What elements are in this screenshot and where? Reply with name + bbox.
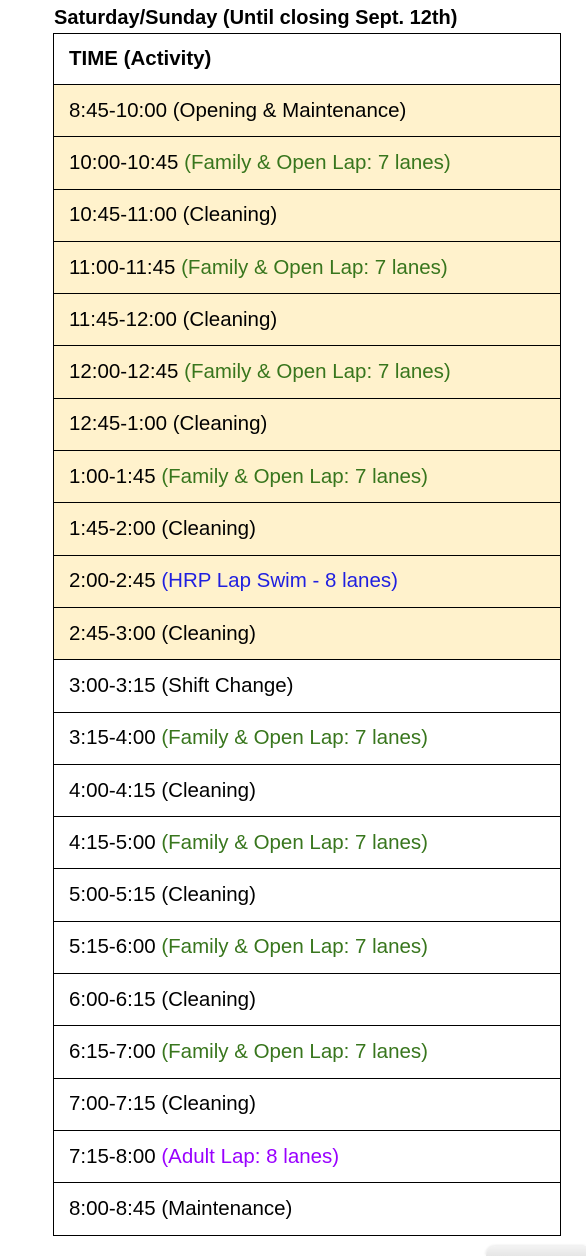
time-range: 3:15-4:00 bbox=[69, 726, 156, 750]
page-title: Saturday/Sunday (Until closing Sept. 12th) bbox=[54, 7, 458, 29]
activity-label: (Cleaning) bbox=[182, 307, 278, 331]
time-range: 2:00-2:45 bbox=[69, 569, 156, 593]
activity-label: (Family & Open Lap: 7 lanes) bbox=[161, 830, 428, 854]
time-range: 5:00-5:15 bbox=[69, 883, 156, 907]
schedule-table-body bbox=[54, 34, 561, 1236]
table-row bbox=[54, 85, 561, 137]
activity-label: (HRP Lap Swim - 8 lanes) bbox=[161, 569, 398, 593]
activity-label: (Family & Open Lap: 7 lanes) bbox=[161, 935, 428, 959]
table-row bbox=[54, 346, 561, 398]
schedule-cell bbox=[54, 660, 561, 712]
schedule-cell bbox=[54, 85, 561, 137]
time-range: 6:00-6:15 bbox=[69, 987, 156, 1011]
time-range: 2:45-3:00 bbox=[69, 621, 156, 645]
schedule-cell bbox=[54, 346, 561, 398]
activity-label: (Adult Lap: 8 lanes) bbox=[161, 1144, 340, 1168]
table-row bbox=[54, 1183, 561, 1235]
activity-label: (Family & Open Lap: 7 lanes) bbox=[161, 1039, 428, 1063]
table-row bbox=[54, 921, 561, 973]
table-row bbox=[54, 712, 561, 764]
table-row bbox=[54, 1130, 561, 1182]
activity-label: (Cleaning) bbox=[172, 412, 268, 436]
table-row bbox=[54, 241, 561, 293]
schedule-cell bbox=[54, 764, 561, 816]
table-row bbox=[54, 451, 561, 503]
activity-label: (Cleaning) bbox=[182, 203, 278, 227]
table-row bbox=[54, 137, 561, 189]
schedule-cell bbox=[54, 503, 561, 555]
table-row bbox=[54, 974, 561, 1026]
time-range: 11:00-11:45 bbox=[69, 255, 176, 279]
schedule-cell bbox=[54, 137, 561, 189]
time-range: 3:00-3:15 bbox=[69, 673, 156, 697]
activity-label: (Cleaning) bbox=[161, 517, 256, 541]
time-range: 1:45-2:00 bbox=[69, 517, 156, 541]
schedule-cell bbox=[54, 921, 561, 973]
schedule-cell bbox=[54, 712, 561, 764]
schedule-cell bbox=[54, 1078, 561, 1130]
activity-label: (Family & Open Lap: 7 lanes) bbox=[181, 255, 448, 279]
activity-label: (Family & Open Lap: 7 lanes) bbox=[184, 150, 451, 174]
schedule-cell bbox=[54, 974, 561, 1026]
table-row bbox=[54, 294, 561, 346]
table-row bbox=[54, 869, 561, 921]
time-range: 8:45-10:00 bbox=[69, 98, 168, 122]
schedule-cell bbox=[54, 189, 561, 241]
table-header-cell: TIME (Activity) bbox=[54, 34, 561, 85]
time-range: 6:15-7:00 bbox=[69, 1039, 156, 1063]
time-range: 7:15-8:00 bbox=[69, 1144, 156, 1168]
table-row bbox=[54, 1078, 561, 1130]
time-range: 7:00-7:15 bbox=[69, 1092, 156, 1116]
activity-label: (Family & Open Lap: 7 lanes) bbox=[184, 360, 451, 384]
table-row bbox=[54, 660, 561, 712]
table-row bbox=[54, 1026, 561, 1078]
table-header-row bbox=[54, 34, 561, 85]
table-row bbox=[54, 555, 561, 607]
table-row bbox=[54, 817, 561, 869]
time-range: 5:15-6:00 bbox=[69, 935, 156, 959]
activity-label: (Cleaning) bbox=[161, 883, 256, 907]
time-range: 12:45-1:00 bbox=[69, 412, 168, 436]
activity-label: (Opening & Maintenance) bbox=[172, 98, 407, 122]
schedule-cell bbox=[54, 1130, 561, 1182]
window-corner-edge bbox=[486, 1246, 586, 1256]
table-row bbox=[54, 607, 561, 659]
time-range: 4:15-5:00 bbox=[69, 830, 156, 854]
schedule-cell bbox=[54, 607, 561, 659]
table-row bbox=[54, 398, 561, 450]
time-range: 4:00-4:15 bbox=[69, 778, 156, 802]
schedule-table bbox=[53, 33, 561, 1236]
schedule-cell bbox=[54, 1026, 561, 1078]
table-row bbox=[54, 503, 561, 555]
activity-label: (Family & Open Lap: 7 lanes) bbox=[161, 726, 428, 750]
activity-label: (Cleaning) bbox=[161, 621, 256, 645]
activity-label: (Shift Change) bbox=[161, 673, 294, 697]
activity-label: (Cleaning) bbox=[161, 987, 256, 1011]
time-range: 8:00-8:45 bbox=[69, 1196, 156, 1220]
activity-label: (Family & Open Lap: 7 lanes) bbox=[161, 464, 428, 488]
table-row bbox=[54, 764, 561, 816]
time-range: 10:00-10:45 bbox=[69, 150, 179, 174]
schedule-cell bbox=[54, 241, 561, 293]
activity-label: (Maintenance) bbox=[161, 1196, 293, 1220]
time-range: 11:45-12:00 bbox=[69, 307, 177, 331]
schedule-cell bbox=[54, 555, 561, 607]
schedule-cell bbox=[54, 294, 561, 346]
time-range: 10:45-11:00 bbox=[69, 203, 177, 227]
schedule-cell bbox=[54, 817, 561, 869]
activity-label: (Cleaning) bbox=[161, 1092, 256, 1116]
schedule-cell bbox=[54, 451, 561, 503]
schedule-cell bbox=[54, 1183, 561, 1235]
time-range: 12:00-12:45 bbox=[69, 360, 179, 384]
time-range: 1:00-1:45 bbox=[69, 464, 156, 488]
schedule-cell bbox=[54, 869, 561, 921]
table-row bbox=[54, 189, 561, 241]
schedule-cell bbox=[54, 398, 561, 450]
activity-label: (Cleaning) bbox=[161, 778, 256, 802]
